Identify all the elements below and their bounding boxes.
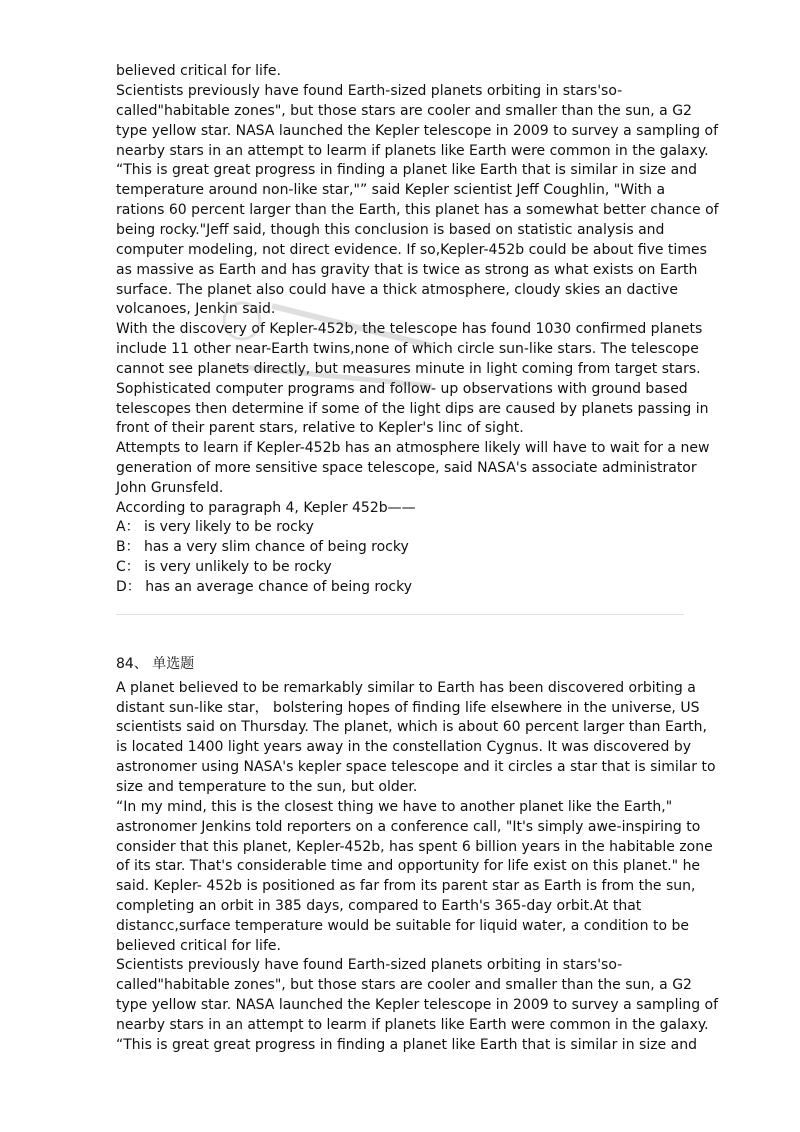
passage-line: Scientists previously have found Earth-sized planets orbiting in stars'so- <box>116 83 623 99</box>
passage-line: consider that this planet, Kepler-452b, has spent 6 billion years in the habitable zone <box>116 839 713 855</box>
passage-line: scientists said on Thursday. The planet, which is about 60 percent larger than Earth, <box>116 719 707 735</box>
passage-line: temperature around non-like star,"” said Kepler scientist Jeff Coughlin, "With a <box>116 182 666 198</box>
passage-line: generation of more sensitive space telescope, said NASA's associate administrator <box>116 460 697 476</box>
option-c[interactable]: C： is very unlikely to be rocky <box>116 559 332 575</box>
passage-line: size and temperature to the sun, but older. <box>116 779 418 795</box>
passage-line: include 11 other near-Earth twins,none of which circle sun-like stars. The telescope <box>116 341 699 357</box>
passage-line: being rocky."Jeff said, though this conclusion is based on statistic analysis and <box>116 222 665 238</box>
passage-line: “This is great great progress in finding a planet like Earth that is similar in size and <box>116 162 697 178</box>
passage-line: type yellow star. NASA launched the Kepler telescope in 2009 to survey a sampling of <box>116 997 719 1013</box>
question-divider <box>116 614 684 615</box>
option-d[interactable]: D： has an average chance of being rocky <box>116 579 413 595</box>
passage-line: distancc,surface temperature would be suitable for liquid water, a condition to be <box>116 918 689 934</box>
option-b[interactable]: B： has a very slim chance of being rocky <box>116 539 409 555</box>
passage-line: as massive as Earth and has gravity that is twice as strong as what exists on Earth <box>116 262 698 278</box>
passage-line: nearby stars in an attempt to learm if planets like Earth were common in the galaxy. <box>116 1017 709 1033</box>
passage-line: John Grunsfeld. <box>116 480 224 496</box>
passage-line: of its star. That's considerable time and opportunity for life exist on this planet." he <box>116 858 701 874</box>
passage-line: rations 60 percent larger than the Earth, this planet has a somewhat better chance of <box>116 202 719 218</box>
passage-line: is located 1400 light years away in the constellation Cygnus. It was discovered by <box>116 739 692 755</box>
passage-line: called"habitable zones", but those stars are cooler and smaller than the sun, a G2 <box>116 977 692 993</box>
passage-line: said. Kepler- 452b is positioned as far from its parent star as Earth is from the sun, <box>116 878 696 894</box>
passage-line: “In my mind, this is the closest thing we have to another planet like the Earth," <box>116 799 673 815</box>
passage-line: surface. The planet also could have a thick atmosphere, cloudy skies an dactive <box>116 282 678 298</box>
passage-line: cannot see planets directly, but measures minute in light coming from target stars. <box>116 361 701 377</box>
passage-line: computer modeling, not direct evidence. If so,Kepler-452b could be about five times <box>116 242 707 258</box>
passage-line: With the discovery of Kepler-452b, the telescope has found 1030 confirmed planets <box>116 321 703 337</box>
passage-line: believed critical for life. <box>116 938 281 954</box>
question-stem: According to paragraph 4, Kepler 452b—— <box>116 500 416 516</box>
passage-line: volcanoes, Jenkin said. <box>116 301 276 317</box>
passage-line: astronomer Jenkins told reporters on a conference call, "It's simply awe-inspiring to <box>116 819 701 835</box>
passage-line: A planet believed to be remarkably similar to Earth has been discovered orbiting a <box>116 680 696 696</box>
passage-line: distant sun-like star， bolstering hopes of finding life elsewhere in the universe, US <box>116 700 700 716</box>
passage-line: telescopes then determine if some of the light dips are caused by planets passing in <box>116 401 709 417</box>
passage-line: astronomer using NASA's kepler space telescope and it circles a star that is similar to <box>116 759 716 775</box>
question-header: 84、 单选题 <box>116 656 195 672</box>
passage-line: Sophisticated computer programs and follow- up observations with ground based <box>116 381 688 397</box>
passage-line: Attempts to learn if Kepler-452b has an atmosphere likely will have to wait for a new <box>116 440 710 456</box>
passage-line: “This is great great progress in finding a planet like Earth that is similar in size and <box>116 1037 697 1053</box>
passage-line: type yellow star. NASA launched the Kepler telescope in 2009 to survey a sampling of <box>116 123 719 139</box>
passage-line: called"habitable zones", but those stars are cooler and smaller than the sun, a G2 <box>116 103 692 119</box>
option-a[interactable]: A： is very likely to be rocky <box>116 519 314 535</box>
passage-line: Scientists previously have found Earth-sized planets orbiting in stars'so- <box>116 957 623 973</box>
passage-line: front of their parent stars, relative to Kepler's linc of sight. <box>116 420 524 436</box>
passage-line: believed critical for life. <box>116 63 281 79</box>
passage-line: completing an orbit in 385 days, compared to Earth's 365-day orbit.At that <box>116 898 642 914</box>
passage-line: nearby stars in an attempt to learm if planets like Earth were common in the galaxy. <box>116 143 709 159</box>
